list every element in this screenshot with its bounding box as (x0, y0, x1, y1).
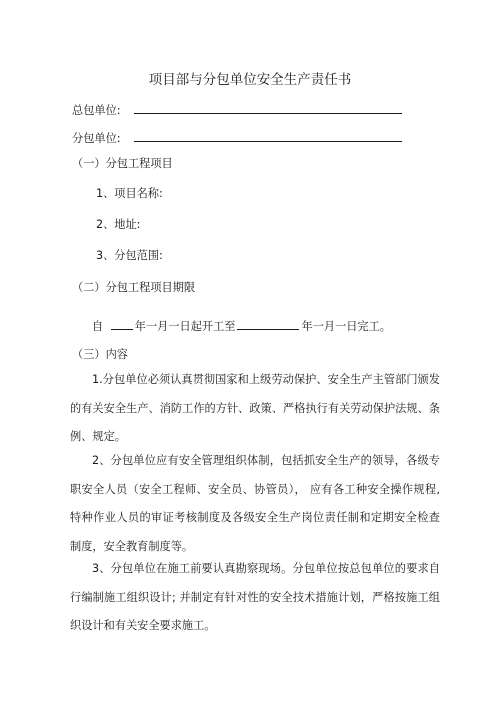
paragraph-line: 行编制施工组织设计; 并制定有针对性的安全技术措施计划，严格按施工组 (70, 590, 440, 604)
paragraph-line: 例、规定。 (70, 430, 126, 443)
section3-heading: （三）内容 (72, 348, 128, 361)
paragraph-line: 2、分包单位应有安全管理组织体制，包括抓安全生产的领导，各级专 (92, 454, 440, 467)
start-year-blank[interactable] (111, 318, 133, 330)
section1-heading: （一）分包工程项目 (72, 157, 173, 170)
paragraph-line: 的有关安全生产、消防工作的方针、政策、严格执行有关劳动保护法规、条 (70, 401, 440, 415)
document-title: 项目部与分包单位安全生产责任书 (148, 72, 352, 88)
subcontractor-label: 分包单位: (72, 132, 121, 145)
paragraph-line: 1.分包单位必须认真贯彻国家和上级劳动保护、安全生产主管部门颁发 (92, 373, 440, 386)
general-contractor-row (72, 102, 402, 119)
paragraph-line: 特种作业人员的审证考核制度及各级安全生产岗位责任制和定期安全检查 (70, 511, 440, 524)
project-name-item: 1、项目名称: (96, 187, 163, 200)
general-contractor-blank[interactable] (134, 102, 402, 114)
paragraph-line: 3、分包单位在施工前要认真勘察现场。分包单位按总包单位的要求自 (92, 562, 440, 575)
general-contractor-label: 总包单位: (72, 104, 121, 117)
subcontractor-row (72, 130, 402, 147)
period-from: 自 (92, 320, 104, 333)
paragraph-1 (70, 366, 440, 452)
scope-item: 3、分包范围: (96, 249, 163, 262)
period-end-text: 年一月一日完工。 (301, 320, 391, 333)
paragraph-line: 织设计和有关安全要求施工。 (70, 619, 216, 632)
period-start-text: 年一月一日起开工至 (134, 320, 236, 333)
address-item: 2、地址: (96, 218, 141, 231)
paragraph-2 (70, 447, 440, 561)
subcontractor-blank[interactable] (134, 130, 402, 142)
end-year-blank[interactable] (237, 318, 299, 330)
section2-heading: （二）分包工程项目期限 (72, 281, 196, 294)
period-line (92, 318, 391, 335)
paragraph-line: 职安全人员（安全工程师、安全员、协管员）， 应有各工种安全操作规程, (70, 482, 440, 496)
paragraph-3 (70, 555, 440, 641)
paragraph-line: 制度，安全教育制度等。 (70, 539, 194, 553)
